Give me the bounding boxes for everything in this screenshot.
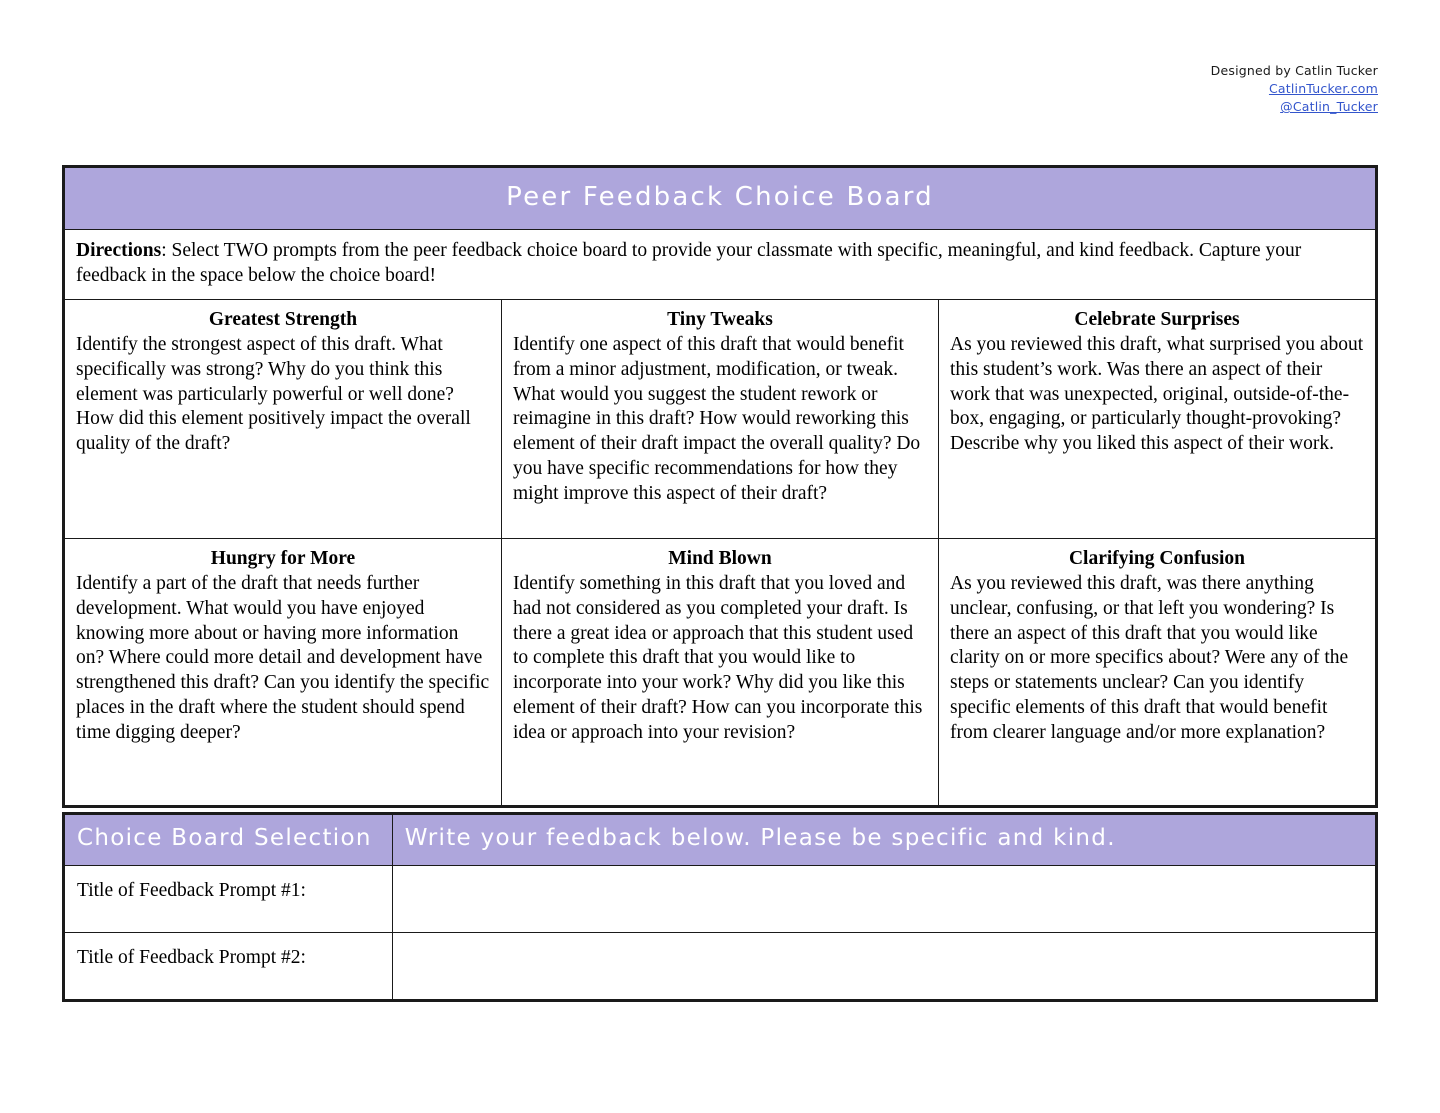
prompt-title: Hungry for More: [210, 547, 356, 569]
prompt-cell-celebrate-surprises[interactable]: [939, 299, 1376, 538]
feedback-row-2: [65, 932, 1376, 999]
prompt-body: Identify a part of the draft that needs further development. What would you have enjoyed knowing more about or having more information on? Where could more detail and development have strengthened this draft? Can you identify the specific places in the draft where the student should spend time digging deeper?: [76, 573, 490, 743]
prompt-title: Clarifying Confusion: [1068, 547, 1246, 569]
prompt-title: Tiny Tweaks: [667, 308, 773, 330]
prompt-title: Greatest Strength: [208, 308, 358, 330]
prompt-2-entry-cell[interactable]: [392, 932, 1375, 999]
website-link[interactable]: CatlinTucker.com: [1268, 81, 1378, 97]
prompt-body: Identify something in this draft that you loved and had not considered as you completed your draft. Is there a great idea or approach that this student used to complete this draft that you would like to incorporate into your work? Why did you like this element of their draft? How can you incorporate this idea or approach into your revision?: [513, 573, 923, 743]
directions-cell: [65, 230, 1376, 300]
board-title-row: [65, 168, 1376, 230]
prompt-cell-tiny-tweaks[interactable]: [502, 299, 939, 538]
prompt-cell-clarifying-confusion[interactable]: [939, 538, 1376, 805]
attribution-block: [1211, 62, 1378, 116]
feedback-row-1: [65, 865, 1376, 932]
prompt-body: Identify the strongest aspect of this draft. What specifically was strong? Why do you think this element was particularly powerful or well done? How did this element positively impact the overall quality of the draft?: [76, 334, 471, 455]
page-title: Peer Feedback Choice Board: [506, 182, 934, 212]
prompt-1-label: Title of Feedback Prompt #1:: [77, 879, 306, 901]
prompt-1-entry-cell[interactable]: [392, 865, 1375, 932]
prompt-cell-mind-blown[interactable]: [502, 538, 939, 805]
feedback-header-row: [65, 815, 1376, 866]
choice-board-table: [62, 165, 1378, 808]
prompt-body: As you reviewed this draft, what surprised you about this student’s work. Was there an aspect of their work that was unexpected, original, outside-of-the-box, engaging, or particularly thought-provoking? Describe why you liked this aspect of their work.: [950, 334, 1364, 455]
directions-row: [65, 230, 1376, 300]
prompt-cell-greatest-strength[interactable]: [65, 299, 502, 538]
prompt-row-1: [65, 299, 1376, 538]
feedback-capture-table: [62, 812, 1378, 1002]
designed-by-text: Designed by Catlin Tucker: [1210, 63, 1378, 78]
prompt-body: As you reviewed this draft, was there anything unclear, confusing, or that left you wondering? Is there an aspect of this draft that you would like clarity on or more specifics about? Were any of the steps or statements unclear? Can you identify specific elements of this draft that would benefit from clearer language and/or more explanation?: [950, 573, 1349, 743]
board-title-cell: [65, 168, 1376, 230]
choice-board-selection-header: Choice Board Selection: [77, 825, 372, 851]
prompt-title: Celebrate Surprises: [1074, 308, 1240, 330]
directions-label: Directions: [76, 240, 162, 262]
social-handle-link[interactable]: @Catlin_Tucker: [1280, 99, 1378, 115]
feedback-header-left-cell: [65, 815, 393, 866]
prompt-row-2: [65, 538, 1376, 805]
prompt-2-label-cell: [65, 932, 393, 999]
write-feedback-header: Write your feedback below. Please be specific and kind.: [404, 825, 1116, 851]
prompt-body: Identify one aspect of this draft that would benefit from a minor adjustment, modification, or tweak. What would you suggest the student rework or reimagine in this draft? How would reworking this element of their draft impact the overall quality? Do you have specific recommendations for how they might improve this aspect of their draft?: [513, 334, 921, 504]
prompt-2-label: Title of Feedback Prompt #2:: [77, 946, 306, 968]
prompt-1-label-cell: [65, 865, 393, 932]
prompt-cell-hungry-for-more[interactable]: [65, 538, 502, 805]
directions-text: [76, 239, 1365, 289]
prompt-title: Mind Blown: [668, 547, 772, 569]
feedback-header-right-cell: [392, 815, 1375, 866]
directions-body: : Select TWO prompts from the peer feedback choice board to provide your classmate with specific, meaningful, and kind feedback. Capture your feedback in the space below the choice board!: [76, 240, 1302, 286]
